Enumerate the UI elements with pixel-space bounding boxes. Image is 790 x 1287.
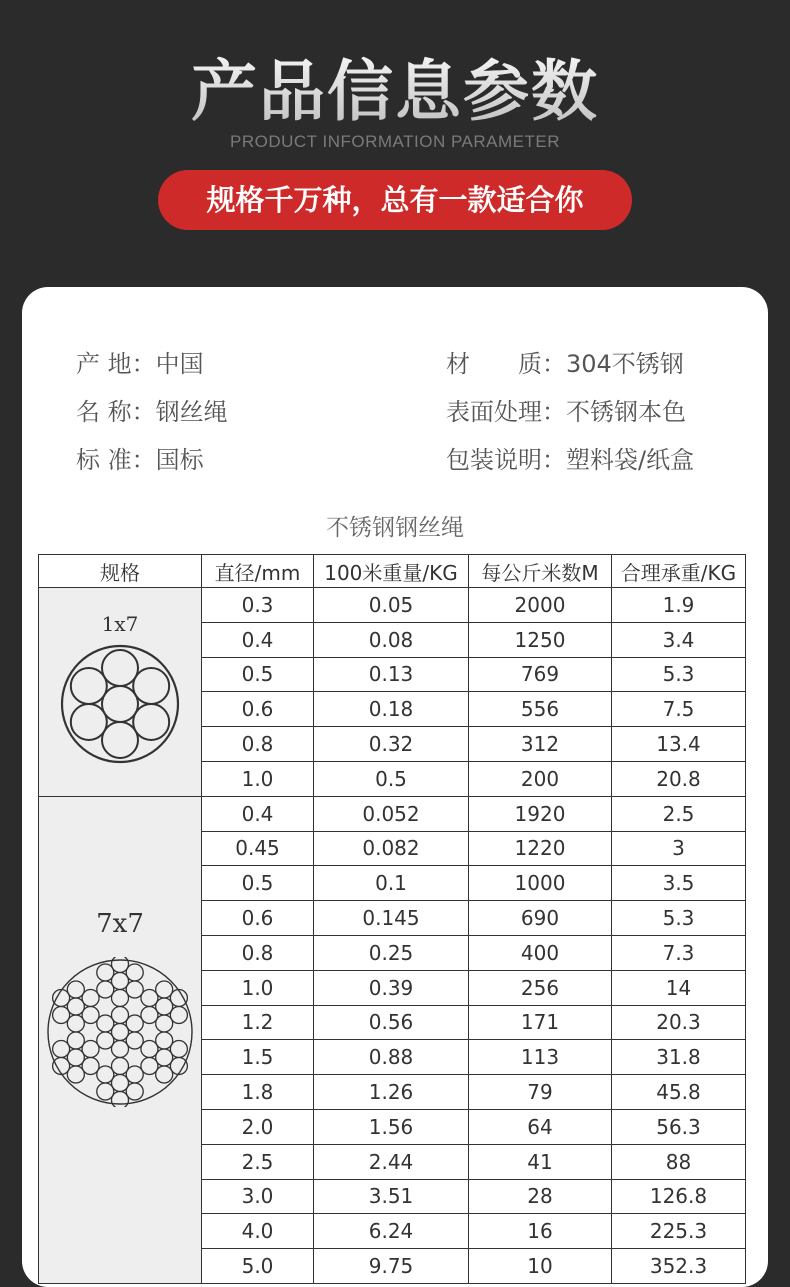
wire-strand: [170, 1057, 187, 1074]
info-name: [76, 392, 228, 427]
cell-meters-per-kg: 312: [469, 727, 612, 762]
spec-cell-7x7: [39, 796, 202, 1283]
cell-meters-per-kg: 2000: [469, 588, 612, 623]
cell-diameter: 0.8: [202, 935, 314, 970]
cell-load: 13.4: [612, 727, 746, 762]
cell-meters-per-kg: 16: [469, 1214, 612, 1249]
cell-load: 352.3: [612, 1249, 746, 1284]
wire-strand: [170, 1040, 187, 1057]
wire-strand: [102, 650, 138, 686]
info-material: [446, 344, 684, 379]
cell-weight: 0.05: [314, 588, 469, 623]
tagline-banner: 规格千万种，总有一款适合你: [158, 170, 632, 230]
info-package-label: 包装说明: [446, 446, 542, 474]
info-colon: ：: [131, 446, 156, 474]
info-standard: [76, 440, 204, 475]
cell-diameter: 2.0: [202, 1109, 314, 1144]
cell-load: 56.3: [612, 1109, 746, 1144]
cell-weight: 1.56: [314, 1109, 469, 1144]
info-origin: [76, 344, 204, 379]
cell-diameter: 2.5: [202, 1144, 314, 1179]
cell-weight: 0.08: [314, 622, 469, 657]
cell-meters-per-kg: 769: [469, 657, 612, 692]
cell-weight: 0.5: [314, 761, 469, 796]
cell-weight: 0.13: [314, 657, 469, 692]
wire-strand: [126, 964, 143, 981]
cell-load: 3.4: [612, 622, 746, 657]
cell-meters-per-kg: 690: [469, 901, 612, 936]
spec-name: 1x7: [101, 612, 139, 636]
info-standard-value: 国标: [155, 446, 204, 474]
info-origin-label: 产 地: [76, 350, 132, 378]
info-package: [446, 440, 694, 475]
cell-weight: 2.44: [314, 1144, 469, 1179]
table-caption: 不锈钢钢丝绳: [326, 515, 464, 541]
cell-diameter: 0.5: [202, 866, 314, 901]
cell-load: 20.3: [612, 1005, 746, 1040]
wire-strand: [126, 1083, 143, 1100]
wire-strand: [102, 722, 138, 758]
info-colon: ：: [131, 398, 156, 426]
info-name-label: 名 称: [76, 398, 132, 426]
page-title: 产品信息参数: [0, 38, 790, 133]
cell-load: 3.5: [612, 866, 746, 901]
spec-diagram: [39, 642, 201, 771]
cell-diameter: 1.8: [202, 1075, 314, 1110]
cell-diameter: 5.0: [202, 1249, 314, 1284]
cell-weight: 0.32: [314, 727, 469, 762]
cell-meters-per-kg: 171: [469, 1005, 612, 1040]
table-header-row: [39, 555, 746, 588]
cell-meters-per-kg: 113: [469, 1040, 612, 1075]
header-spec: 规格: [39, 555, 202, 588]
info-package-value: 塑料袋/纸盒: [566, 446, 695, 474]
cell-diameter: 1.0: [202, 761, 314, 796]
cell-diameter: 0.4: [202, 796, 314, 831]
wire-strand: [62, 646, 178, 762]
rope-7x7-diagram: [45, 957, 195, 1107]
table-row: [39, 796, 746, 831]
wire-strand: [133, 668, 169, 704]
cell-meters-per-kg: 1250: [469, 622, 612, 657]
cell-diameter: 0.45: [202, 831, 314, 866]
wire-strand: [82, 1040, 99, 1057]
cell-weight: 0.082: [314, 831, 469, 866]
cell-meters-per-kg: 256: [469, 970, 612, 1005]
cell-weight: 0.145: [314, 901, 469, 936]
wire-strand: [170, 1006, 187, 1023]
cell-meters-per-kg: 400: [469, 935, 612, 970]
cell-diameter: 0.4: [202, 622, 314, 657]
wire-strand: [82, 989, 99, 1006]
cell-weight: 3.51: [314, 1179, 469, 1214]
info-surface-value: 不锈钢本色: [566, 398, 686, 426]
wire-strand: [71, 704, 107, 740]
wire-strand: [102, 686, 138, 722]
cell-weight: 0.56: [314, 1005, 469, 1040]
spec-cell-1x7: [39, 588, 202, 797]
cell-meters-per-kg: 41: [469, 1144, 612, 1179]
cell-meters-per-kg: 28: [469, 1179, 612, 1214]
cell-meters-per-kg: 10: [469, 1249, 612, 1284]
cell-weight: 0.88: [314, 1040, 469, 1075]
spec-table: [38, 554, 746, 1284]
cell-diameter: 0.6: [202, 692, 314, 727]
cell-load: 3: [612, 831, 746, 866]
cell-load: 225.3: [612, 1214, 746, 1249]
cell-weight: 9.75: [314, 1249, 469, 1284]
cell-weight: 0.1: [314, 866, 469, 901]
info-surface-label: 表面处理: [446, 398, 542, 426]
info-colon: ：: [542, 446, 566, 474]
wire-strand: [97, 964, 114, 981]
table-row: [39, 588, 746, 623]
wire-strand: [53, 1040, 70, 1057]
info-material-value: 304不锈钢: [566, 350, 684, 378]
cell-diameter: 0.5: [202, 657, 314, 692]
spec-name: 7x7: [96, 908, 144, 939]
cell-load: 14: [612, 970, 746, 1005]
info-name-value: 钢丝绳: [155, 398, 228, 426]
cell-diameter: 1.0: [202, 970, 314, 1005]
cell-load: 88: [612, 1144, 746, 1179]
cell-diameter: 0.3: [202, 588, 314, 623]
cell-load: 31.8: [612, 1040, 746, 1075]
wire-strand: [48, 960, 192, 1104]
wire-strand: [82, 1006, 99, 1023]
cell-diameter: 0.6: [202, 901, 314, 936]
info-colon: ：: [131, 350, 156, 378]
info-standard-label: 标 准: [76, 446, 132, 474]
cell-meters-per-kg: 1920: [469, 796, 612, 831]
wire-strand: [141, 989, 158, 1006]
cell-load: 5.3: [612, 901, 746, 936]
rope-1x7-diagram: [58, 642, 182, 766]
cell-load: 20.8: [612, 761, 746, 796]
cell-load: 5.3: [612, 657, 746, 692]
wire-strand: [170, 989, 187, 1006]
cell-load: 2.5: [612, 796, 746, 831]
cell-meters-per-kg: 1000: [469, 866, 612, 901]
wire-strand: [53, 989, 70, 1006]
wire-strand: [97, 1066, 114, 1083]
cell-weight: 0.25: [314, 935, 469, 970]
cell-diameter: 0.8: [202, 727, 314, 762]
wire-strand: [141, 1040, 158, 1057]
info-surface: [446, 392, 686, 427]
cell-load: 1.9: [612, 588, 746, 623]
cell-meters-per-kg: 200: [469, 761, 612, 796]
cell-diameter: 3.0: [202, 1179, 314, 1214]
cell-diameter: 4.0: [202, 1214, 314, 1249]
cell-load: 7.3: [612, 935, 746, 970]
cell-weight: 0.052: [314, 796, 469, 831]
cell-weight: 0.39: [314, 970, 469, 1005]
cell-meters-per-kg: 1220: [469, 831, 612, 866]
cell-load: 7.5: [612, 692, 746, 727]
cell-diameter: 1.5: [202, 1040, 314, 1075]
info-colon: ：: [542, 398, 566, 426]
cell-load: 126.8: [612, 1179, 746, 1214]
cell-diameter: 1.2: [202, 1005, 314, 1040]
cell-meters-per-kg: 556: [469, 692, 612, 727]
wire-strand: [133, 704, 169, 740]
info-material-label: 材 质: [446, 350, 542, 378]
header-weight: 100米重量/KG: [314, 555, 469, 588]
wire-strand: [71, 668, 107, 704]
cell-weight: 6.24: [314, 1214, 469, 1249]
header-diameter: 直径/mm: [202, 555, 314, 588]
header-load: 合理承重/KG: [612, 555, 746, 588]
page-subtitle: PRODUCT INFORMATION PARAMETER: [230, 132, 560, 151]
cell-weight: 1.26: [314, 1075, 469, 1110]
cell-meters-per-kg: 79: [469, 1075, 612, 1110]
header-meters-per-kg: 每公斤米数M: [469, 555, 612, 588]
cell-meters-per-kg: 64: [469, 1109, 612, 1144]
cell-weight: 0.18: [314, 692, 469, 727]
info-origin-value: 中国: [155, 350, 204, 378]
spec-diagram: [39, 957, 201, 1112]
info-colon: ：: [542, 350, 566, 378]
cell-load: 45.8: [612, 1075, 746, 1110]
